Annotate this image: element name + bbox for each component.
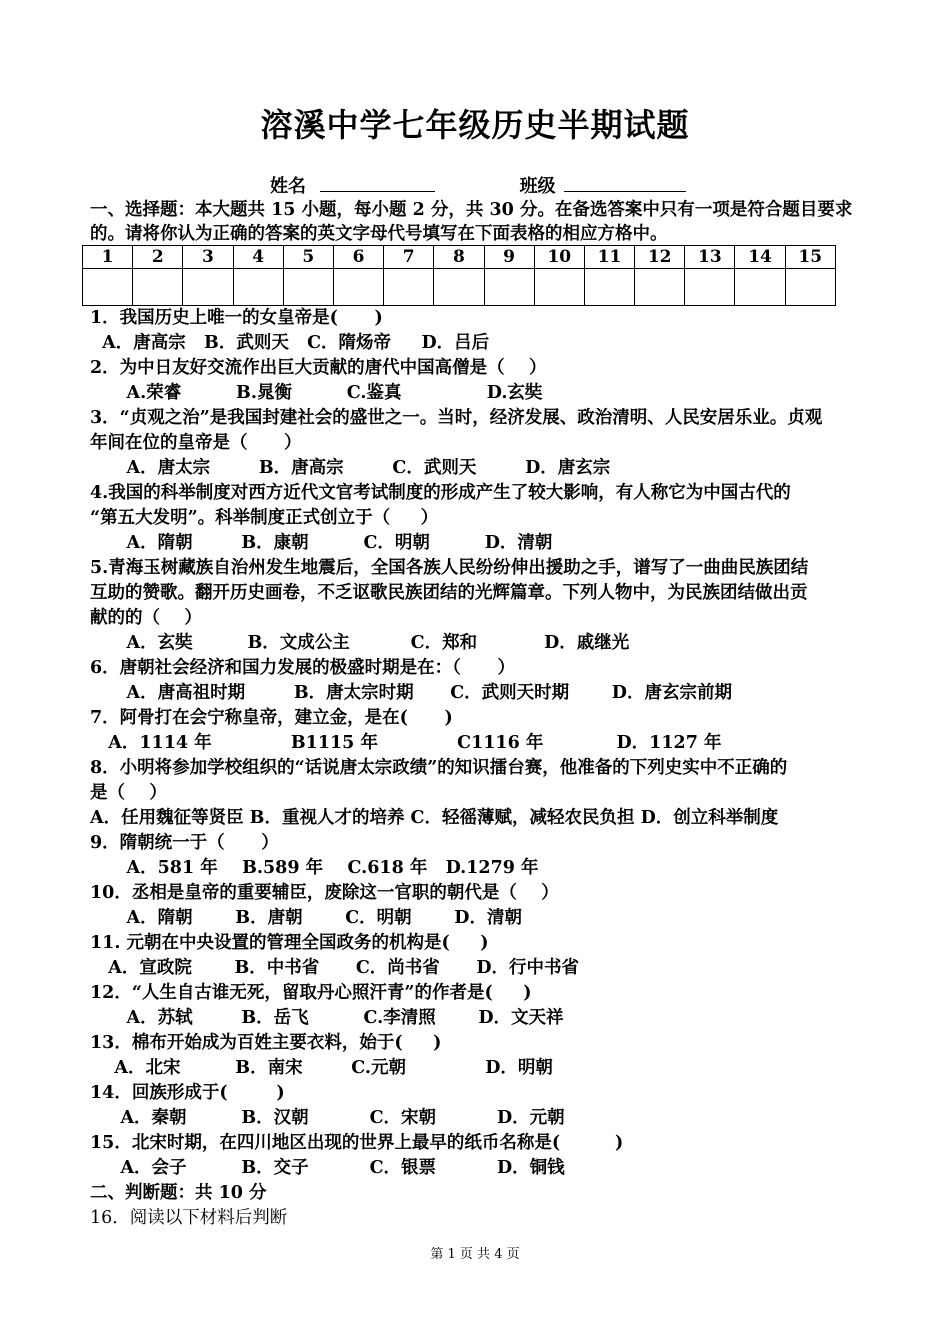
- question-line: 5.青海玉树藏族自治州发生地震后，全国各族人民纷纷伸出援助之手，谱写了一曲曲民族团结: [90, 558, 809, 578]
- option-line: A．北宋 B．南宋 C.元朝 D．明朝: [90, 1058, 553, 1078]
- option-line: A．宣政院 B．中书省 C．尚书省 D．行中书省: [90, 958, 580, 978]
- question-line: 14．回族形成于( ): [90, 1083, 285, 1103]
- question-line: 12．“人生自古谁无死，留取丹心照汗青”的作者是( ): [90, 983, 532, 1003]
- option-line: A．唐高祖时期 B．唐太宗时期 C．武则天时期 D．唐玄宗前期: [90, 683, 732, 703]
- question-line: 7．阿骨打在会宁称皇帝，建立金，是在( ): [90, 708, 453, 728]
- answer-cell[interactable]: [534, 269, 584, 306]
- question-line: 1．我国历史上唯一的女皇帝是( ): [90, 308, 383, 328]
- question-line: 8．小明将参加学校组织的“话说唐太宗政绩”的知识擂台赛，他准备的下列史实中不正确的: [90, 758, 788, 778]
- question-line: 6．唐朝社会经济和国力发展的极盛时期是在：（ ）: [90, 658, 515, 678]
- option-line: A．隋朝 B．康朝 C．明朝 D．清朝: [90, 533, 553, 553]
- class-blank[interactable]: [564, 175, 686, 192]
- answer-cell[interactable]: [584, 269, 634, 306]
- section2-heading: 二、判断题：共 10 分: [90, 1183, 267, 1203]
- answer-number-cell: 12: [635, 246, 685, 269]
- question-line: 15．北宋时期，在四川地区出现的世界上最早的纸币名称是( ): [90, 1133, 624, 1153]
- option-line: A．苏轼 B．岳飞 C.李清照 D．文天祥: [90, 1008, 564, 1028]
- option-line: A．隋朝 B．唐朝 C．明朝 D．清朝: [90, 908, 522, 928]
- option-line: A.荣睿 B.晁衡 C.鉴真 D.玄奘: [90, 383, 543, 403]
- answer-cell[interactable]: [434, 269, 484, 306]
- option-line: A．581 年 B.589 年 C.618 年 D.1279 年: [90, 858, 539, 878]
- answer-number-cell: 5: [283, 246, 333, 269]
- option-line: A．唐太宗 B．唐高宗 C．武则天 D．唐玄宗: [90, 458, 611, 478]
- option-line: A．1114 年 B1115 年 C1116 年 D．1127 年: [90, 733, 722, 753]
- option-line: A．会子 B．交子 C．银票 D．铜钱: [90, 1158, 565, 1178]
- answer-cell[interactable]: [233, 269, 283, 306]
- answer-number-cell: 9: [484, 246, 534, 269]
- answer-number-cell: 2: [133, 246, 183, 269]
- answer-cell[interactable]: [785, 269, 835, 306]
- name-label: 姓名: [270, 176, 306, 197]
- option-line: A．秦朝 B．汉朝 C．宋朝 D．元朝: [90, 1108, 565, 1128]
- answer-cell[interactable]: [384, 269, 434, 306]
- answer-number-cell: 8: [434, 246, 484, 269]
- page-footer: 第 1 页 共 4 页: [430, 1247, 520, 1262]
- class-label: 班级: [519, 176, 556, 197]
- answer-number-cell: 7: [384, 246, 434, 269]
- section1-intro-2: 的。请将你认为正确的答案的英文字母代号填写在下面表格的相应方格中。: [90, 224, 668, 244]
- answer-table-blank-row: [83, 269, 836, 306]
- question-line: 3．“贞观之治”是我国封建社会的盛世之一。当时，经济发展、政治清明、人民安居乐业。贞观: [90, 408, 823, 428]
- question-line: 4.我国的科举制度对西方近代文官考试制度的形成产生了较大影响，有人称它为中国古代的: [90, 483, 791, 503]
- question-line: 11. 元朝在中央设置的管理全国政务的机构是( ): [90, 933, 489, 953]
- section1-intro-1: 一、选择题：本大题共 15 小题，每小题 2 分，共 30 分。在备选答案中只有一项是符合题目要求: [90, 200, 853, 220]
- question-line: 年间在位的皇帝是（ ）: [90, 433, 302, 453]
- question-line: 是（ ）: [90, 783, 167, 803]
- name-blank[interactable]: [320, 175, 435, 192]
- option-line: A．唐高宗 B．武则天 C．隋炀帝 D．吕后: [90, 333, 490, 353]
- answer-cell[interactable]: [685, 269, 735, 306]
- option-line: A．玄奘 B．文成公主 C．郑和 D．戚继光: [90, 633, 630, 653]
- answer-number-cell: 15: [785, 246, 835, 269]
- answer-number-cell: 10: [534, 246, 584, 269]
- answer-cell[interactable]: [133, 269, 183, 306]
- answer-number-cell: 14: [735, 246, 785, 269]
- question-line: 互助的赞歌。翻开历史画卷，不乏讴歌民族团结的光辉篇章。下列人物中，为民族团结做出贡: [90, 583, 808, 603]
- answer-table: [82, 245, 836, 306]
- question-line: “第五大发明”。科举制度正式创立于（ ）: [90, 508, 439, 528]
- student-info-line: [270, 172, 686, 198]
- answer-cell[interactable]: [333, 269, 383, 306]
- answer-number-cell: 6: [333, 246, 383, 269]
- question-line: 献的的（ ）: [90, 608, 202, 628]
- answer-number-cell: 13: [685, 246, 735, 269]
- answer-number-cell: 4: [233, 246, 283, 269]
- answer-number-cell: 11: [584, 246, 634, 269]
- option-line: A．任用魏征等贤臣 B．重视人才的培养 C．轻徭薄赋，减轻农民负担 D．创立科举制度: [90, 808, 779, 828]
- answer-number-cell: 3: [183, 246, 233, 269]
- question-line: 9．隋朝统一于（ ）: [90, 833, 279, 853]
- answer-cell[interactable]: [635, 269, 685, 306]
- answer-cell[interactable]: [183, 269, 233, 306]
- answer-table-header-row: [83, 246, 836, 269]
- question-line: 13．棉布开始成为百姓主要衣料，始于( ): [90, 1033, 442, 1053]
- question-line: 2．为中日友好交流作出巨大贡献的唐代中国高僧是（ ）: [90, 358, 547, 378]
- question-16: 16．阅读以下材料后判断: [90, 1208, 288, 1228]
- answer-cell[interactable]: [484, 269, 534, 306]
- answer-number-cell: 1: [83, 246, 133, 269]
- question-line: 10．丞相是皇帝的重要辅臣，废除这一官职的朝代是（ ）: [90, 883, 559, 903]
- page-title: 溶溪中学七年级历史半期试题: [260, 106, 690, 144]
- answer-cell[interactable]: [735, 269, 785, 306]
- answer-cell[interactable]: [283, 269, 333, 306]
- answer-cell[interactable]: [83, 269, 133, 306]
